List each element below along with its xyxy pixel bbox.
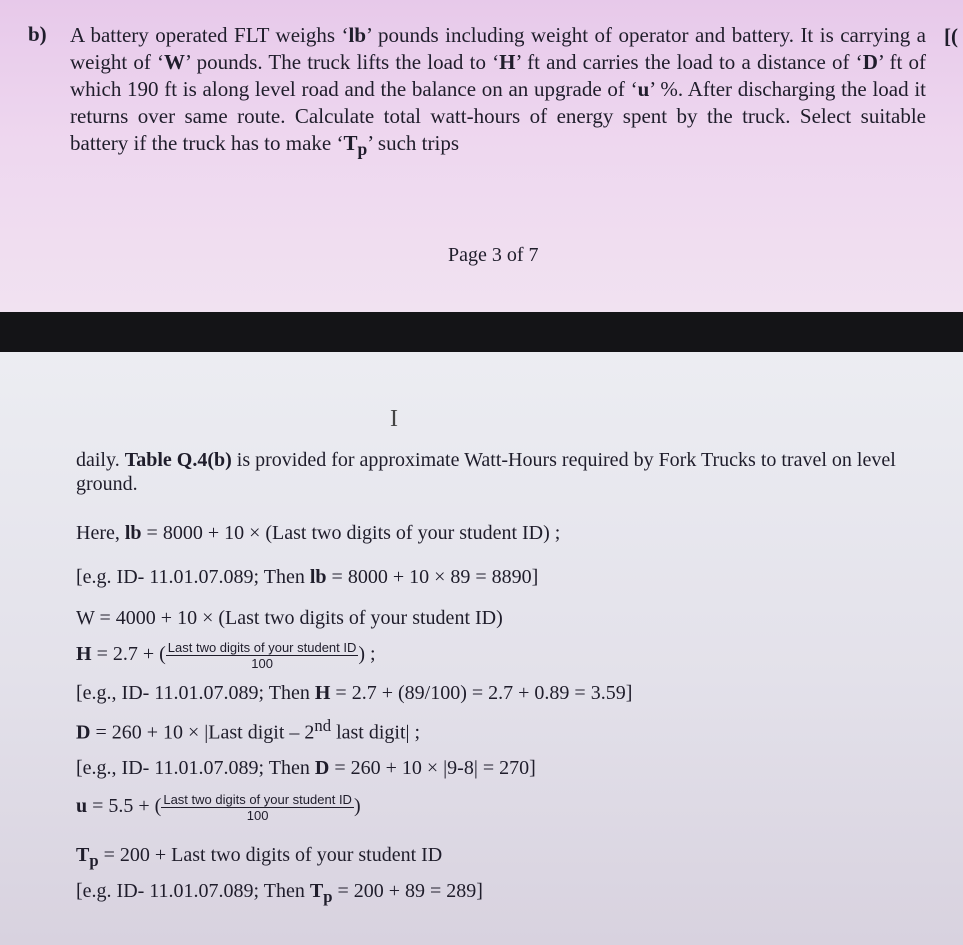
clipped-margin-text: [(: [944, 24, 958, 48]
fraction-u: $\frac{\text{Last two digits of your student ID}}{100}$: [163, 792, 352, 823]
continued-text: daily. Table Q.4(b) is provided for approximate Watt-Hours required by Fork Trucks to travel on level ground.: [76, 449, 896, 495]
text-cursor-icon: I: [390, 406, 398, 432]
example-lb: [e.g. ID- 11.01.07.089; Then lb = 8000 + 10 × 89 = 8890]: [76, 566, 539, 588]
formula-w: W = 4000 + 10 × (Last two digits of your student ID): [76, 607, 503, 629]
fraction-h: $\frac{\text{Last two digits of your student ID}}{100}$: [167, 640, 357, 671]
page-divider-bar: [0, 312, 963, 352]
example-tp: [e.g. ID- 11.01.07.089; Then $T_p = 200 + 89 = 289$]: [76, 880, 483, 906]
question-label: b): [28, 22, 47, 46]
formula-tp: $T_p = 200$ + Last two digits of your student ID: [76, 844, 443, 870]
example-d: [e.g., ID- 11.01.07.089; Then D = 260 + 10 × |9-8| = 270]: [76, 757, 536, 779]
formula-lb: Here, lb = 8000 + 10 × (Last two digits of your student ID) ;: [76, 522, 561, 544]
formula-h: H = 2.7 + ( $\frac{\text{Last two digits of your student ID}}{100}$ ) ;: [76, 640, 376, 671]
question-text: A battery operated FLT weighs ‘lb’ pounds including weight of operator and battery. It is carrying a weight of ‘W’ pounds. The truck lifts the load to ‘H’ ft and carries the load to a distance of ‘D’ ft of which 190 ft is along level road and the balance on an upgrade of ‘u’ %. After discharging the load it returns over same route. Calculate total watt-hours of energy spent by the truck. Select suitable battery if the truck has to make ‘$T_p$’ such trips: [70, 23, 927, 160]
formula-d: D = 260 + 10 × |Last digit – 2nd last digit| ;: [76, 716, 421, 744]
formula-u: u = 5.5 + ( $\frac{\text{Last two digits of your student ID}}{100}$ ): [76, 792, 361, 823]
example-h: [e.g., ID- 11.01.07.089; Then H = 2.7 + (89/100) = 2.7 + 0.89 = 3.59]: [76, 682, 633, 704]
page-number: Page 3 of 7: [448, 244, 539, 266]
